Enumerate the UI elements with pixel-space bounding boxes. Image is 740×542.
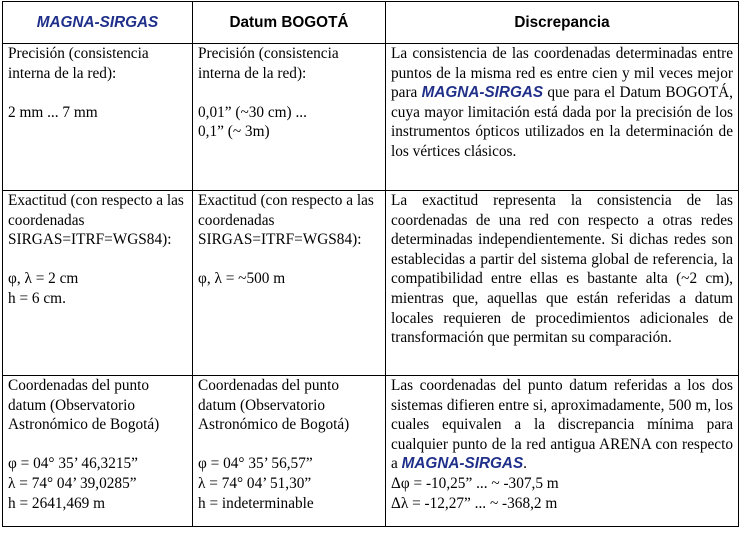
row-exactitud (3, 191, 739, 376)
delta-phi: Δφ = -10,25” ... ~ -307,5 m (391, 474, 559, 492)
cell-coordenadas-discrepancia (386, 376, 739, 527)
exactitud-magna-value-2: h = 6 cm. (8, 289, 66, 307)
header-datum-bogota: Datum BOGOTÁ (193, 2, 386, 44)
coordenadas-bogota-lat: φ = 04° 35’ 56,57” (198, 455, 313, 473)
precision-bogota-value-1: 0,01” (~30 cm) ... (198, 103, 307, 121)
exactitud-bogota-label: Exactitud (con respecto a las coordenadas SIRGAS=ITRF=WGS84): (198, 192, 374, 249)
precision-magna-value: 2 mm ... 7 mm (8, 103, 98, 121)
coordenadas-magna-h: h = 2641,469 m (8, 494, 106, 512)
cell-exactitud-magna (3, 191, 193, 376)
precision-magna-label: Precisión (consistencia interna de la red): (8, 45, 149, 82)
comparison-table (2, 1, 739, 527)
exactitud-bogota-value: φ, λ = ~500 m (198, 270, 286, 288)
exactitud-discrepancia-text: La exactitud representa la consistencia de las coordenadas de una red con respecto a otras redes determinadas independientemente. Si dichas redes son establecidas a partir del sistema global de referencia, la compatibilidad entre ellas es bastante alta (~2 cm), mientras que, aquellas que están referidas a datum locales requieren de procedimientos adicionales de transformación que permitan su comparación. (391, 192, 733, 347)
magna-sirgas-mention: MAGNA-SIRGAS (401, 455, 524, 473)
exactitud-magna-label: Exactitud (con respecto a las coordenadas SIRGAS=ITRF=WGS84): (8, 192, 184, 249)
exactitud-magna-value-1: φ, λ = 2 cm (8, 270, 79, 288)
header-magna-sirgas: MAGNA-SIRGAS (3, 2, 193, 44)
header-discrepancia: Discrepancia (386, 2, 739, 44)
coordenadas-magna-label: Coordenadas del punto datum (Observatorio Astronómico de Bogotá) (8, 377, 160, 434)
coordenadas-bogota-lon: λ = 74° 04’ 51,30” (198, 474, 312, 492)
cell-coordenadas-magna (3, 376, 193, 527)
coordenadas-bogota-h: h = indeterminable (198, 494, 314, 512)
cell-exactitud-bogota (193, 191, 386, 376)
row-coordenadas (3, 376, 739, 527)
delta-lambda: Δλ = -12,27” ... ~ -368,2 m (391, 494, 558, 512)
cell-exactitud-discrepancia (386, 191, 739, 376)
cell-coordenadas-bogota (193, 376, 386, 527)
precision-discrepancia-text: La consistencia de las coordenadas determinadas entre puntos de la misma red es entre cien y mil veces mejor para MAGNA-SIRGAS que para el Datum BOGOTÁ, cuya mayor limitación está dada por la precisión de los instrumentos ópticos utilizados en la determinación de los vértices clásicos. (391, 45, 733, 160)
precision-bogota-value-2: 0,1” (~ 3m) (198, 123, 270, 141)
magna-sirgas-mention: MAGNA-SIRGAS (421, 84, 544, 102)
coordenadas-bogota-label: Coordenadas del punto datum (Observatorio Astronómico de Bogotá) (198, 377, 350, 434)
precision-bogota-label: Precisión (consistencia interna de la red): (198, 45, 339, 82)
header-row (3, 2, 739, 44)
cell-precision-bogota (193, 44, 386, 191)
coordenadas-magna-lon: λ = 74° 04’ 39,0285” (8, 474, 137, 492)
coordenadas-magna-lat: φ = 04° 35’ 46,3215” (8, 455, 138, 473)
cell-precision-discrepancia (386, 44, 739, 191)
row-precision (3, 44, 739, 191)
cell-precision-magna (3, 44, 193, 191)
coordenadas-discrepancia-text: Las coordenadas del punto datum referidas a los dos sistemas difieren entre si, aproximadamente, 500 m, los cuales equivalen a la discrepancia mínima para cualquier punto de la red antigua ARENA con respecto a MAGNA-SIRGAS. (391, 377, 733, 473)
